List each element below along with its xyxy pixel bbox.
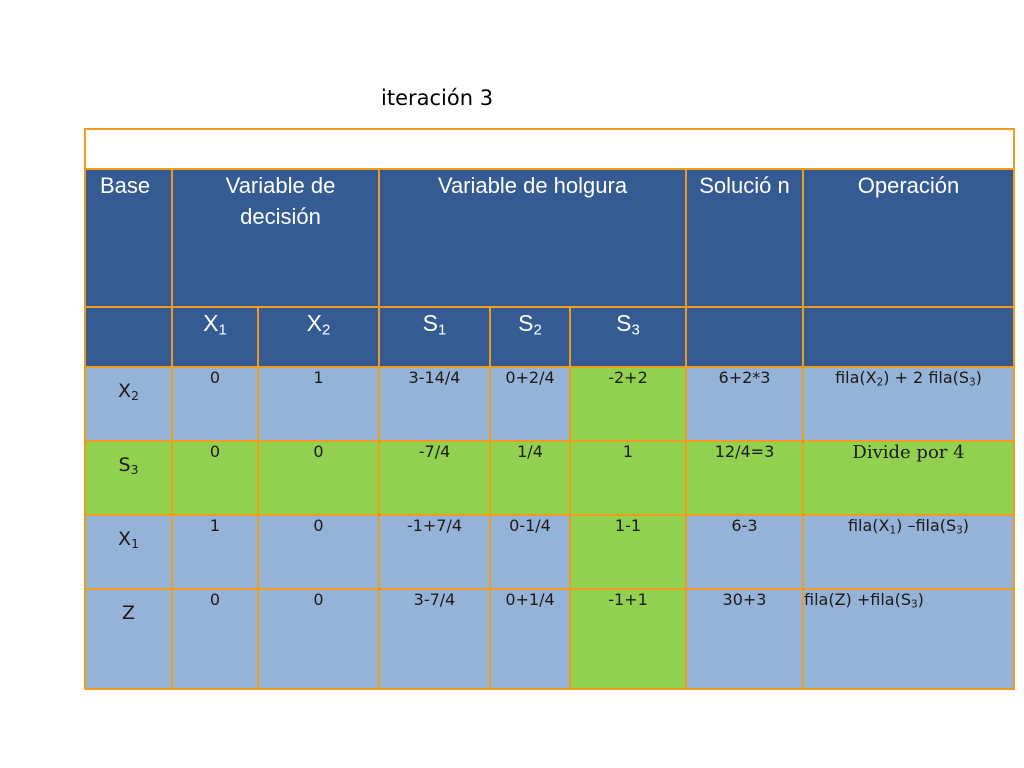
table-cell: 3-7/4 — [379, 589, 490, 689]
table-cell: 0+1/4 — [490, 589, 570, 689]
header-operation: Operación — [803, 169, 1014, 307]
row-base-cell: $X_2$ — [85, 367, 172, 441]
table-cell: -1+7/4 — [379, 515, 490, 589]
variable-cell-empty — [686, 307, 803, 367]
variable-cell-empty — [803, 307, 1014, 367]
table-cell: 0 — [172, 367, 258, 441]
row-base-cell: $X_1$ — [85, 515, 172, 589]
header-base: Base — [85, 169, 172, 307]
page-title: iteración 3 — [381, 86, 494, 110]
simplex-table — [84, 128, 1015, 690]
table-cell: 0 — [258, 441, 379, 515]
solution-cell: 6-3 — [686, 515, 803, 589]
blank-row — [85, 129, 1014, 169]
operation-cell: $fila(X_2) + 2$ $fila(S_3)$ — [803, 367, 1014, 441]
row-base-cell: $S_3$ — [85, 441, 172, 515]
solution-cell: 12/4=3 — [686, 441, 803, 515]
table-cell: 3-14/4 — [379, 367, 490, 441]
pivot-column-cell: 1-1 — [570, 515, 686, 589]
solution-cell: 30+3 — [686, 589, 803, 689]
header-slack-variable: Variable de holgura — [379, 169, 686, 307]
table-cell: -7/4 — [379, 441, 490, 515]
table-cell: 0 — [172, 441, 258, 515]
blank-cell — [85, 129, 1014, 169]
header-row — [85, 169, 1014, 307]
table-cell: 0 — [258, 589, 379, 689]
variable-row — [85, 307, 1014, 367]
table-cell: 0-1/4 — [490, 515, 570, 589]
variable-cell-s3: $S_3$ — [570, 307, 686, 367]
variable-cell-s1: $S_1$ — [379, 307, 490, 367]
table-cell: 0 — [172, 589, 258, 689]
table-row — [85, 589, 1014, 689]
table-cell: 0+2/4 — [490, 367, 570, 441]
pivot-element-cell: 1 — [570, 441, 686, 515]
operation-cell: $fila(X_1)$ $-fila(S_3)$ — [803, 515, 1014, 589]
table-cell: 1/4 — [490, 441, 570, 515]
solution-cell: 6+2*3 — [686, 367, 803, 441]
table-row — [85, 367, 1014, 441]
row-base-cell: Z — [85, 589, 172, 689]
header-decision-variable: Variable de decisión — [172, 169, 379, 307]
variable-cell-x1: $X_1$ — [172, 307, 258, 367]
table-cell: 0 — [258, 515, 379, 589]
table-row — [85, 515, 1014, 589]
variable-cell-empty — [85, 307, 172, 367]
pivot-column-cell: -1+1 — [570, 589, 686, 689]
table-cell: 1 — [258, 367, 379, 441]
operation-cell: fila(Z) $+fila(S_3)$ — [803, 589, 1014, 689]
variable-cell-s2: $S_2$ — [490, 307, 570, 367]
pivot-row — [85, 441, 1014, 515]
pivot-column-cell: -2+2 — [570, 367, 686, 441]
operation-cell: Divide por 4 — [803, 441, 1014, 515]
header-solution: Solució n — [686, 169, 803, 307]
variable-cell-x2: $X_2$ — [258, 307, 379, 367]
table-cell: 1 — [172, 515, 258, 589]
